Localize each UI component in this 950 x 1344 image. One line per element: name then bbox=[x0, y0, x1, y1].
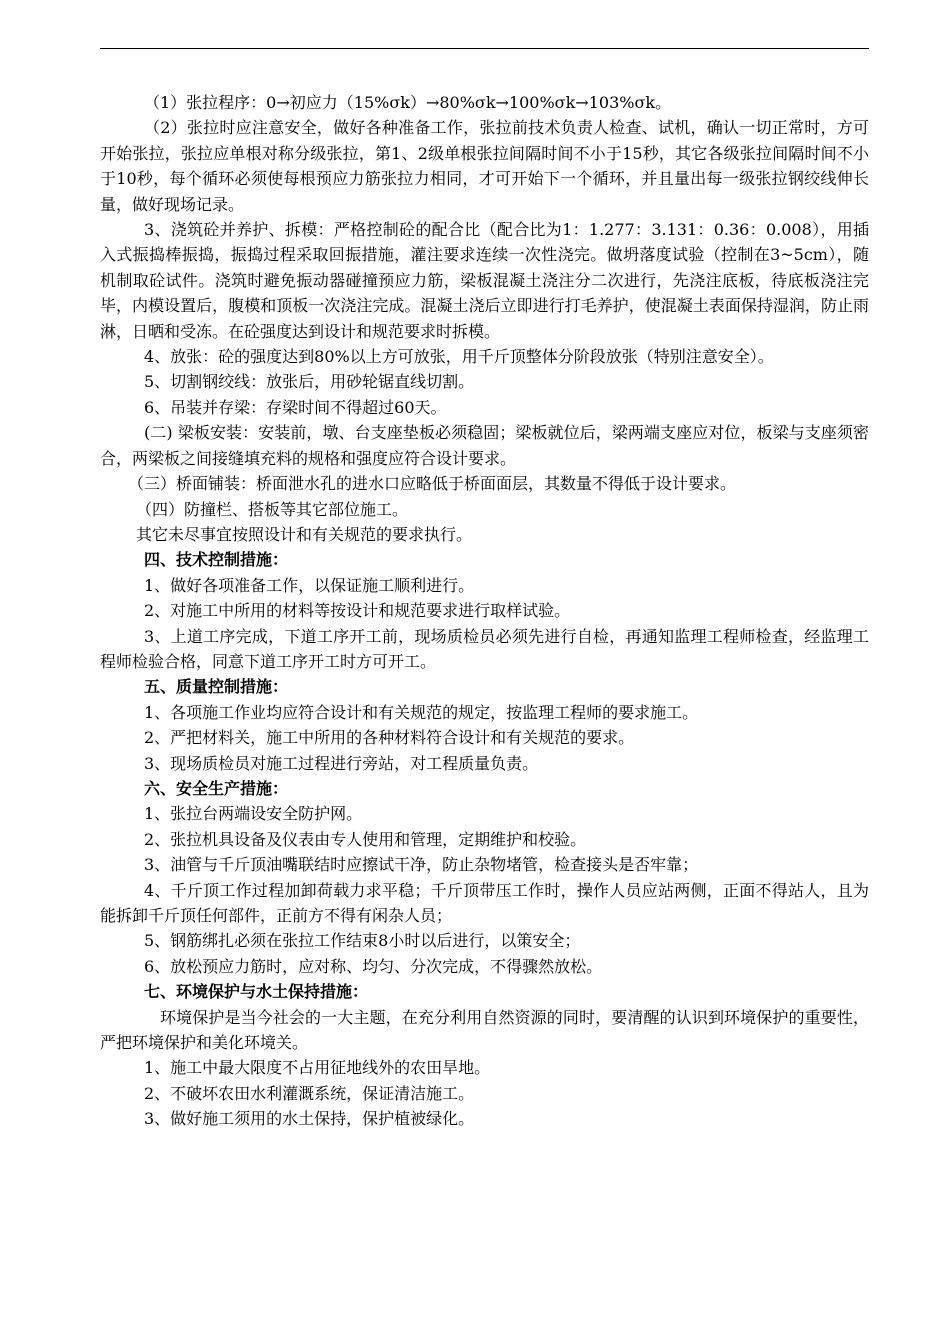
paragraph-tension-safety: （2）张拉时应注意安全，做好各种准备工作，张拉前技术负责人检查、试机，确认一切正常时，方可开始张拉，张拉应单根对称分级张拉，第1、2级单根张拉间隔时间不小于15秒，其它各级张拉间隔时间不小于10秒，每个循环必须使每根预应力筋张拉力相同，才可开始下一个循环，并且量出每一级张拉钢绞线伸长量，做好现场记录。 bbox=[100, 118, 869, 214]
paragraph-release-tension: 4、放张：砼的强度达到80%以上方可放张，用千斤顶整体分阶段放张（特别注意安全）。 bbox=[144, 347, 774, 367]
list-item: 4、千斤顶工作过程加卸荷载力求平稳；千斤顶带压工作时，操作人员应站两侧，正面不得站人，且为能拆卸千斤顶任何部件，正前方不得有闲杂人员； bbox=[100, 880, 869, 925]
heading-technical-control: 四、技术控制措施： bbox=[144, 550, 289, 570]
list-item: 2、张拉机具设备及仪表由专人使用和管理，定期维护和校验。 bbox=[144, 829, 587, 849]
list-item: 1、做好各项准备工作，以保证施工顺利进行。 bbox=[144, 575, 475, 595]
heading-safety-production: 六、安全生产措施： bbox=[144, 778, 289, 798]
list-item: 3、上道工序完成，下道工序开工前，现场质检员必须先进行自检，再通知监理工程师检查，经监理工程师检验合格，同意下道工序开工时方可开工。 bbox=[100, 626, 869, 671]
list-item: 1、施工中最大限度不占用征地线外的农田旱地。 bbox=[144, 1058, 491, 1078]
paragraph-tension-procedure: （1）张拉程序：0→初应力（15%σk）→80%σk→100%σk→103%σk。 bbox=[144, 93, 672, 112]
paragraph-lifting-storage: 6、吊装并存梁：存梁时间不得超过60天。 bbox=[144, 397, 447, 417]
paragraph-cut-strand: 5、切割钢绞线：放张后，用砂轮锯直线切割。 bbox=[144, 372, 475, 392]
paragraph-other-matters: 其它未尽事宜按照设计和有关规范的要求执行。 bbox=[136, 524, 473, 544]
list-item: 6、放松预应力筋时，应对称、均匀、分次完成，不得骤然放松。 bbox=[144, 956, 603, 976]
paragraph-crash-barrier: （四）防撞栏、搭板等其它部位施工。 bbox=[136, 499, 409, 519]
paragraph-pouring-concrete: 3、浇筑砼并养护、拆模：严格控制砼的配合比（配合比为1：1.277：3.131：0.36：0.008），用插入式振捣棒振捣，振捣过程采取回振措施，灌注要求连续一次性浇完。做坍落度试验（控制在3~5cm），随机制取砼试件。浇筑时避免振动器碰撞预应力筋，梁板混凝土浇注分二次进行，先浇注底板，待底板浇注完毕，内模设置后，腹模和顶板一次浇注完成。混凝土浇后立即进行打毛养护，使混凝土表面保持湿润，防止雨淋，日晒和受冻。在砼强度达到设计和规范要求时拆模。 bbox=[100, 220, 869, 341]
list-item: 2、严把材料关，施工中所用的各种材料符合设计和有关规范的要求。 bbox=[144, 728, 635, 748]
list-item: 3、油管与千斤顶油嘴联结时应擦试干净，防止杂物堵管，检查接头是否牢靠； bbox=[144, 855, 699, 875]
list-item: 2、对施工中所用的材料等按设计和规范要求进行取样试验。 bbox=[144, 601, 571, 621]
list-item: 5、钢筋绑扎必须在张拉工作结束8小时以后进行，以策安全； bbox=[144, 931, 581, 951]
list-item: 1、各项施工作业均应符合设计和有关规范的规定，按监理工程师的要求施工。 bbox=[144, 702, 699, 722]
paragraph-environment-intro: 环境保护是当今社会的一大主题，在充分利用自然资源的同时，要清醒的认识到环境保护的重要性，严把环境保护和美化环境关。 bbox=[100, 1007, 869, 1053]
list-item: 2、不破坏农田水利灌溉系统，保证清洁施工。 bbox=[144, 1083, 475, 1103]
list-item: 3、做好施工须用的水土保持，保护植被绿化。 bbox=[144, 1109, 475, 1129]
paragraph-beam-installation: (二) 梁板安装：安装前，墩、台支座垫板必须稳固；梁板就位后，梁两端支座应对位，板梁与支座须密合，两梁板之间接缝填充料的规格和强度应符合设计要求。 bbox=[100, 423, 869, 468]
heading-quality-control: 五、质量控制措施： bbox=[144, 677, 289, 697]
document-body bbox=[100, 90, 869, 1132]
paragraph-deck-paving: （三）桥面铺装：桥面泄水孔的进水口应略低于桥面面层，其数量不得低于设计要求。 bbox=[128, 474, 737, 494]
list-item: 3、现场质检员对施工过程进行旁站，对工程质量负责。 bbox=[144, 753, 539, 773]
list-item: 1、张拉台两端设安全防护网。 bbox=[144, 804, 363, 824]
header-rule bbox=[100, 48, 869, 49]
heading-environmental-protection: 七、环境保护与水土保持措施： bbox=[144, 982, 369, 1002]
